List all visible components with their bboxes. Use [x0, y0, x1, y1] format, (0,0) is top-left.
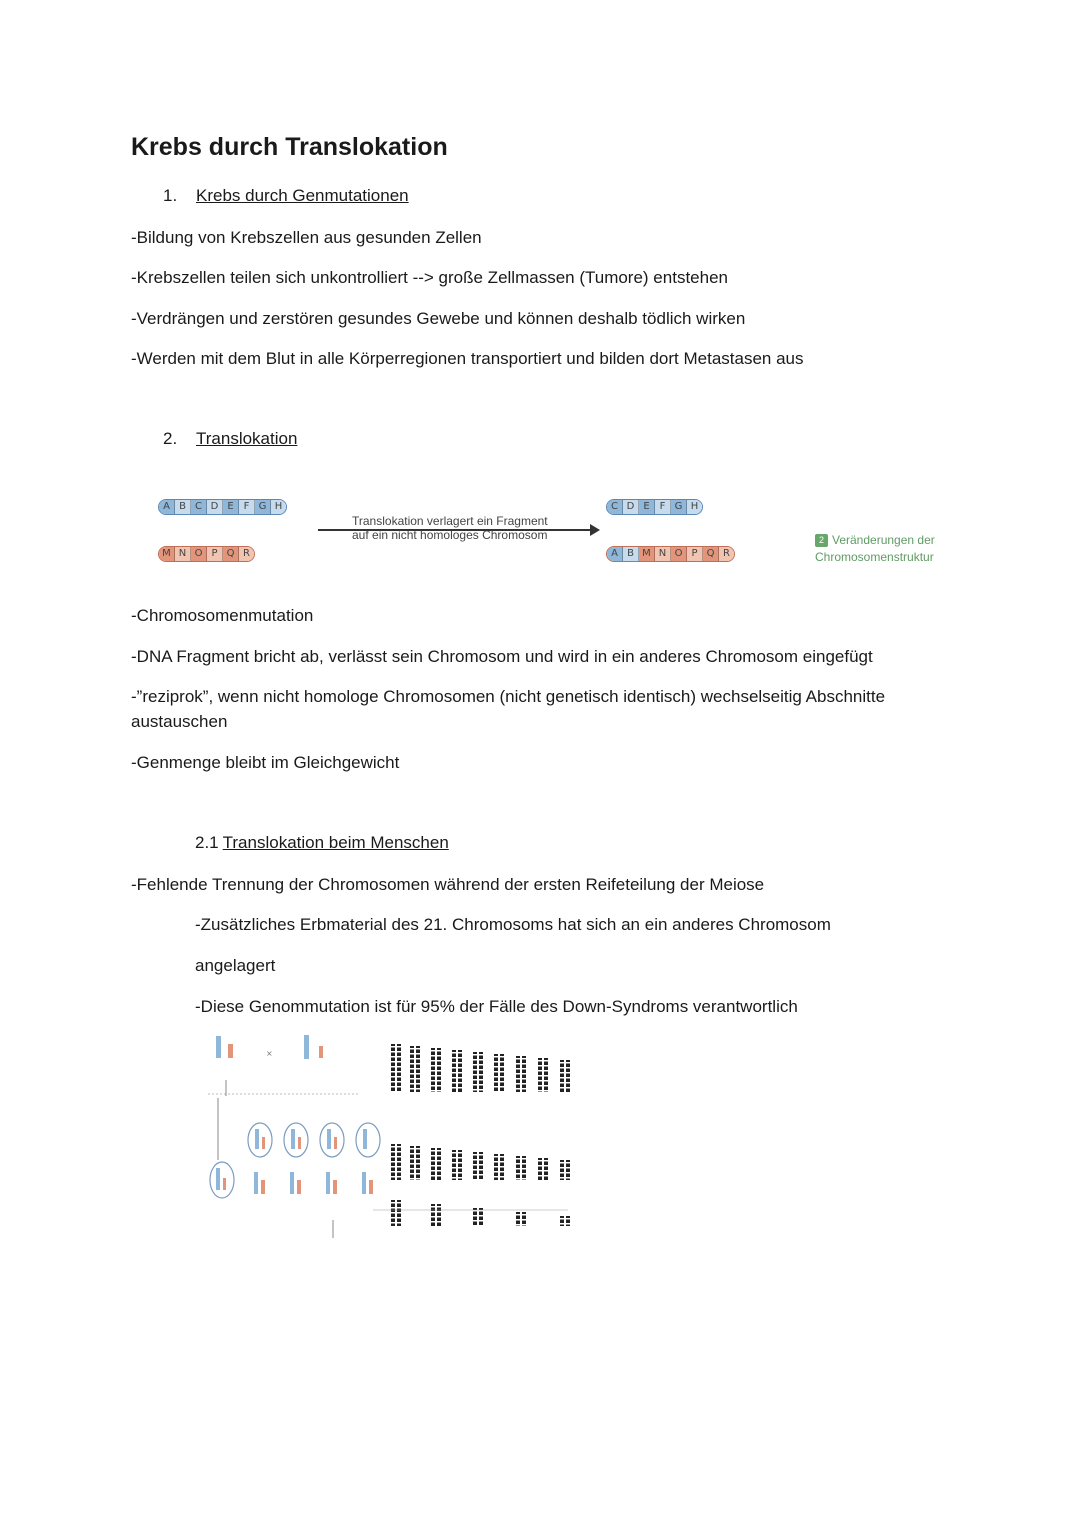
- chromosome-segment-c: C: [191, 500, 207, 514]
- chromosome-segment-b: B: [175, 500, 191, 514]
- arrow-label-line: Translokation verlagert ein Fragment: [352, 514, 548, 528]
- section-label: Translokation: [196, 429, 298, 448]
- chromosome-segment-a: A: [159, 500, 175, 514]
- svg-text:×: ×: [266, 1049, 273, 1058]
- section-heading-2-1: [195, 833, 449, 853]
- caption-badge: 2: [815, 534, 828, 547]
- arrow-label-line: auf ein nicht homologes Chromosom: [352, 528, 548, 542]
- text-line: -Genmenge bleibt im Gleichgewicht: [131, 753, 400, 772]
- chromosome-segment-r: R: [239, 547, 254, 561]
- caption-line: Chromosomenstruktur: [815, 550, 934, 564]
- text-paragraph: -”reziprok”, wenn nicht homologe Chromosomen (nicht genetisch identisch) wechselseitig Abschnitte austauschen: [131, 687, 886, 731]
- chromosome-segment-b: B: [623, 547, 639, 561]
- text-line: -Zusätzliches Erbmaterial des 21. Chromosoms hat sich an ein anderes Chromosom: [195, 915, 831, 934]
- chromosome-segment-f: F: [655, 500, 671, 514]
- chromosome-segment-a: A: [607, 547, 623, 561]
- section-number: 2.: [163, 429, 178, 448]
- text-line: -Fehlende Trennung der Chromosomen während der ersten Reifeteilung der Meiose: [131, 875, 765, 894]
- chromosome-segment-g: G: [671, 500, 687, 514]
- chromosome-segment-c: C: [607, 500, 623, 514]
- chromosome-segment-q: Q: [223, 547, 239, 561]
- section-number: 1.: [163, 186, 178, 205]
- chromosome-segment-m: M: [639, 547, 655, 561]
- chromosome-segment-p: P: [207, 547, 223, 561]
- chromosome-segment-r: R: [719, 547, 734, 561]
- section-label: Krebs durch Genmutationen: [196, 186, 409, 205]
- chromosome-segment-d: D: [207, 500, 223, 514]
- chromosome-abmnopqr: [606, 546, 735, 562]
- text-line: -Verdrängen und zerstören gesundes Gewebe und können deshalb tödlich wirken: [131, 309, 746, 328]
- chromosome-segment-q: Q: [703, 547, 719, 561]
- text-line: -Diese Genommutation ist für 95% der Fälle des Down-Syndroms verantwortlich: [195, 997, 798, 1016]
- inheritance-karyogram-illustration: [198, 1030, 578, 1248]
- chromosome-segment-e: E: [639, 500, 655, 514]
- chromosome-segment-d: D: [623, 500, 639, 514]
- chromosome-segment-g: G: [255, 500, 271, 514]
- chromosome-segment-o: O: [191, 547, 207, 561]
- chromosome-segment-n: N: [655, 547, 671, 561]
- figure-caption: [815, 532, 935, 566]
- chromosome-segment-f: F: [239, 500, 255, 514]
- section-heading-2: [163, 429, 297, 449]
- text-line: -Bildung von Krebszellen aus gesunden Zellen: [131, 228, 482, 247]
- text-line: -DNA Fragment bricht ab, verlässt sein Chromosom und wird in ein anderes Chromosom eingefügt: [131, 647, 873, 666]
- text-line: -Werden mit dem Blut in alle Körperregionen transportiert und bilden dort Metastasen aus: [131, 349, 804, 368]
- chromosome-mnopqr: [158, 546, 255, 562]
- chromosome-segment-e: E: [223, 500, 239, 514]
- down-syndrome-figure: [198, 1030, 578, 1248]
- section-label: Translokation beim Menschen: [222, 833, 449, 852]
- arrow-label: [352, 514, 548, 542]
- text-line: -Krebszellen teilen sich unkontrolliert --> große Zellmassen (Tumore) entstehen: [131, 268, 728, 287]
- chromosome-segment-n: N: [175, 547, 191, 561]
- caption-line: Veränderungen der: [832, 533, 935, 547]
- section-number: 2.1: [195, 833, 219, 852]
- section-heading-1: [163, 186, 409, 206]
- chromosome-segment-m: M: [159, 547, 175, 561]
- chromosome-cdefgh: [606, 499, 703, 515]
- text-line: angelagert: [195, 956, 276, 975]
- chromosome-segment-o: O: [671, 547, 687, 561]
- chromosome-segment-h: H: [687, 500, 702, 514]
- page-title: Krebs durch Translokation: [131, 133, 448, 161]
- chromosome-abcdefgh: [158, 499, 287, 515]
- chromosome-segment-h: H: [271, 500, 286, 514]
- text-line: -Chromosomenmutation: [131, 606, 314, 625]
- translocation-diagram: [150, 490, 950, 580]
- chromosome-segment-p: P: [687, 547, 703, 561]
